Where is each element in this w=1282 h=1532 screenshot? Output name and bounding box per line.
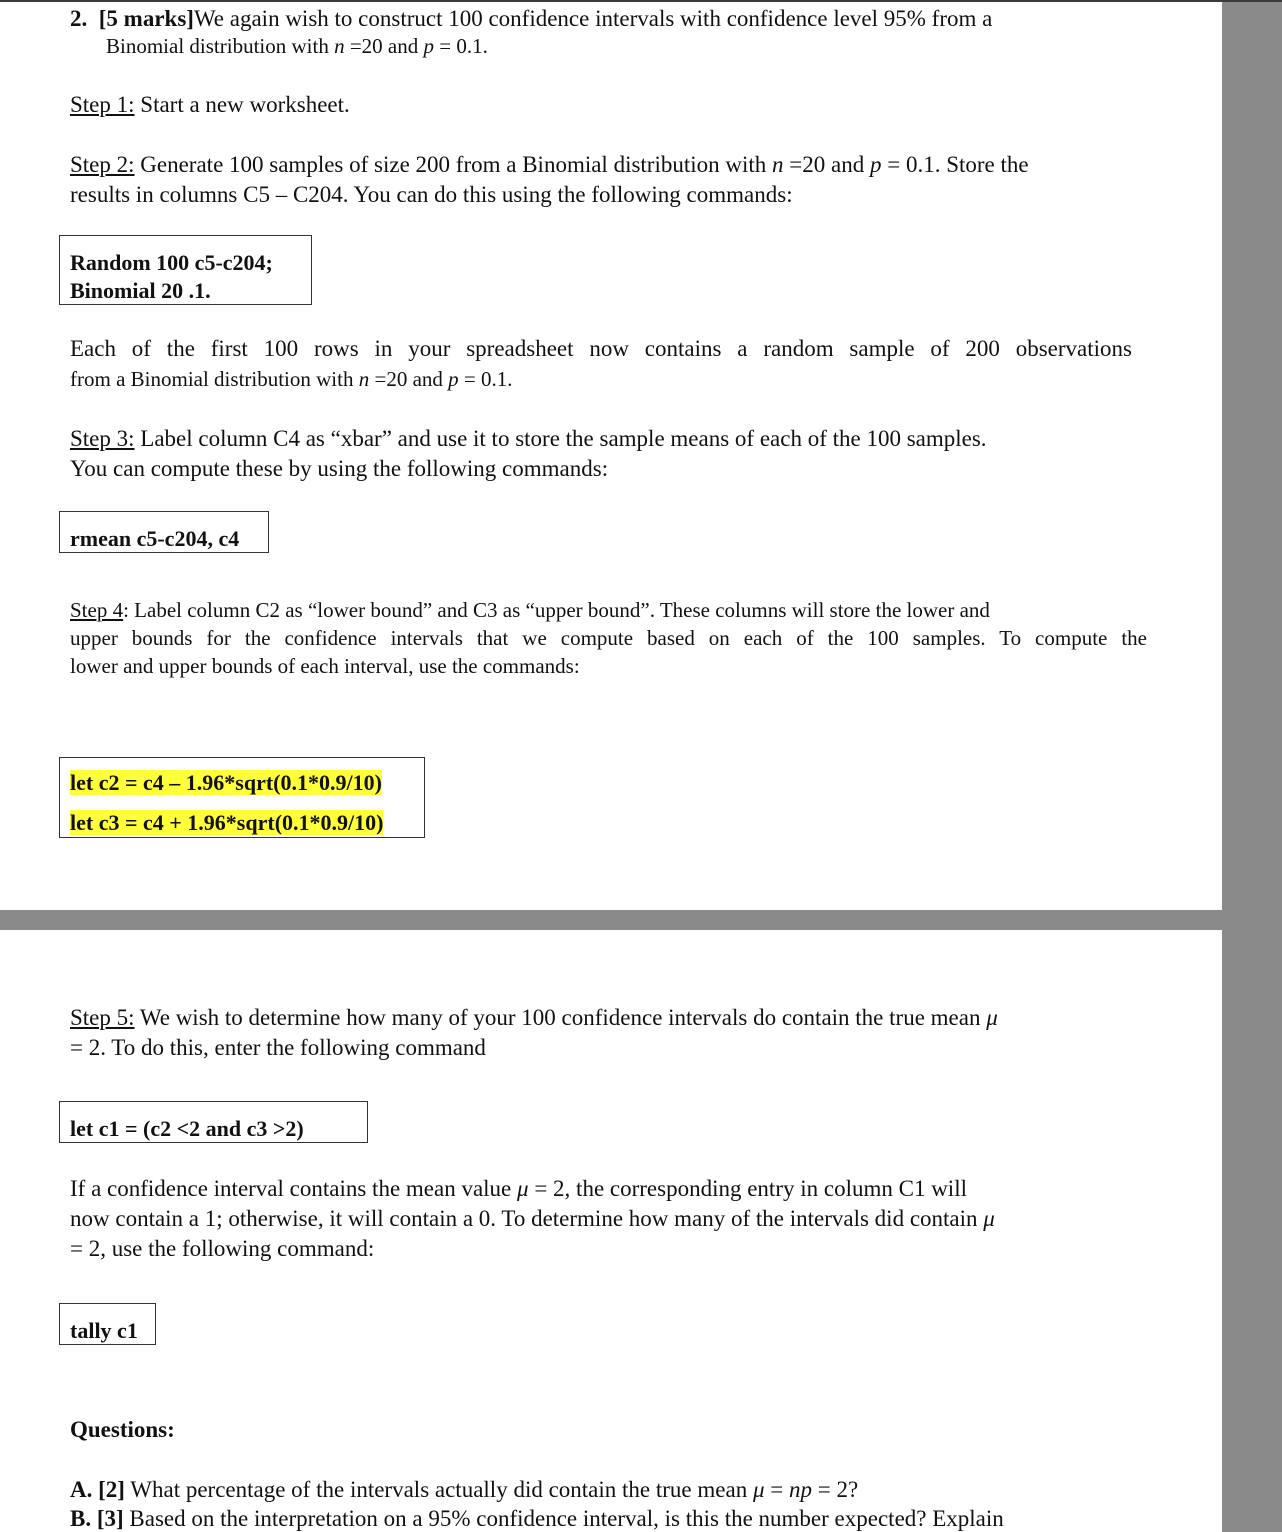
- command-rmean: rmean c5-c204, c4: [70, 526, 240, 551]
- command-box-tally: [59, 1303, 156, 1345]
- problem-marks: [5 marks]: [98, 6, 194, 31]
- command-tally: tally c1: [70, 1318, 138, 1343]
- step5-line2: = 2. To do this, enter the following command: [70, 1035, 486, 1060]
- questions-heading: Questions:: [70, 1417, 175, 1442]
- step5-line1: Step 5: We wish to determine how many of your 100 confidence intervals do contain the true mean μ: [70, 1005, 998, 1030]
- paragraph-each-line2: from a Binomial distribution with n =20 and p = 0.1.: [70, 367, 513, 391]
- step1-text: Start a new worksheet.: [134, 92, 350, 117]
- question-a: A. [2] What percentage of the intervals actually did contain the true mean μ = np = 2?: [70, 1477, 859, 1502]
- command-box-random: [59, 235, 312, 305]
- command-let-c2: let c2 = c4 – 1.96*sqrt(0.1*0.9/10): [70, 770, 382, 795]
- question-b: B. [3] Based on the interpretation on a 95% confidence interval, is this the number expected? Explain: [70, 1506, 1004, 1531]
- command-random-line2: Binomial 20 .1.: [70, 278, 211, 303]
- paragraph-each-line1: Each of the first 100 rows in your spreadsheet now contains a random sample of 200 observations: [70, 336, 1132, 361]
- command-box-let-c1: [59, 1101, 368, 1143]
- command-box-let: [59, 757, 425, 838]
- step3-line1: Step 3: Label column C4 as “xbar” and use it to store the sample means of each of the 100 samples.: [70, 426, 987, 451]
- step2-line1: Step 2: Generate 100 samples of size 200 from a Binomial distribution with n =20 and p = 0.1. Store the: [70, 152, 1029, 177]
- step4-label: Step 4: [70, 598, 124, 622]
- var-p: p: [423, 34, 435, 58]
- problem-heading-line1: [70, 5, 992, 33]
- step4-line3: lower and upper bounds of each interval, use the commands:: [70, 654, 580, 678]
- step3-line2: You can compute these by using the following commands:: [70, 456, 609, 481]
- step1: [70, 91, 350, 119]
- paragraph-if-line1: If a confidence interval contains the mean value μ = 2, the corresponding entry in column C1 will: [70, 1176, 967, 1201]
- step1-label: Step 1:: [70, 92, 135, 117]
- problem-heading-line2: Binomial distribution with n =20 and p = 0.1.: [106, 34, 488, 58]
- document-page-2: [0, 930, 1222, 1532]
- problem-number: 2.: [70, 6, 88, 31]
- paragraph-if-line3: = 2, use the following command:: [70, 1236, 375, 1261]
- step4-line2: upper bounds for the confidence intervals that we compute based on each of the 100 samples. To compute the: [70, 626, 1147, 650]
- paragraph-if-line2: now contain a 1; otherwise, it will contain a 0. To determine how many of the intervals did contain μ: [70, 1206, 995, 1231]
- step3-label: Step 3:: [70, 426, 135, 451]
- command-let-c1: let c1 = (c2 <2 and c3 >2): [70, 1116, 304, 1141]
- command-random-line1: Random 100 c5-c204;: [70, 250, 273, 275]
- command-box-rmean: [59, 511, 269, 553]
- problem-intro: We again wish to construct 100 confidence intervals with confidence level 95% from a: [193, 6, 993, 31]
- command-let-c3: let c3 = c4 + 1.96*sqrt(0.1*0.9/10): [70, 810, 384, 835]
- step2-label: Step 2:: [70, 152, 135, 177]
- step4-line1: Step 4: Label column C2 as “lower bound” and C3 as “upper bound”. These columns will store the lower and: [70, 598, 990, 622]
- symbol-mu: μ: [986, 1005, 998, 1030]
- var-n: n: [334, 34, 345, 58]
- step5-label: Step 5:: [70, 1005, 135, 1030]
- step2-line2: results in columns C5 – C204. You can do this using the following commands:: [70, 182, 793, 207]
- document-page-1: [0, 2, 1222, 910]
